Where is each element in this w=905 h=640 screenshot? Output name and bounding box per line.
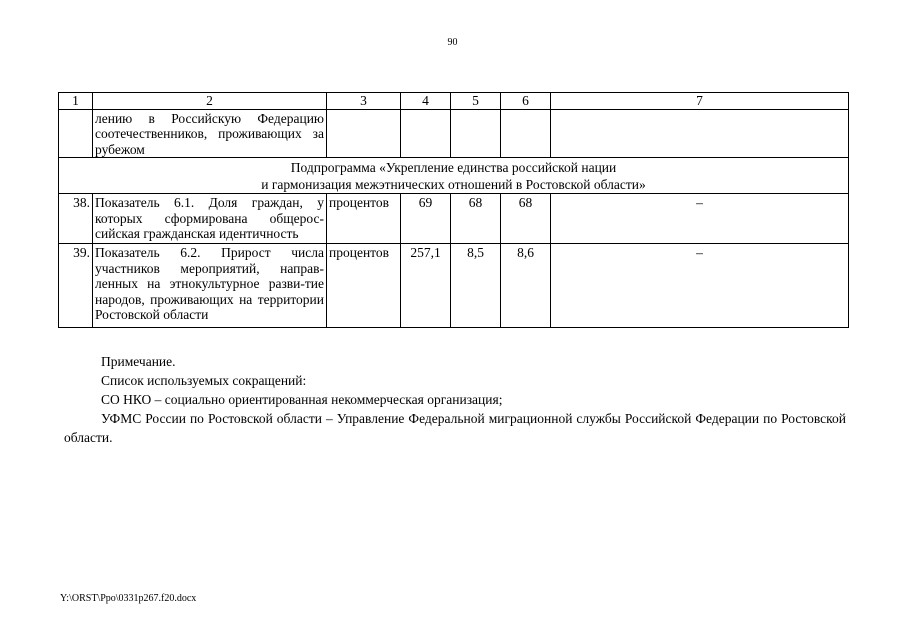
cell-value-4: 257,1 [401, 244, 451, 328]
cell-unit: процентов [327, 244, 401, 328]
page-number: 90 [447, 37, 458, 48]
header-cell-4: 4 [401, 93, 451, 110]
cell-num [59, 109, 93, 158]
cell-note [551, 109, 849, 158]
header-cell-1: 1 [59, 93, 93, 110]
table-header-row [59, 93, 849, 110]
header-cell-5: 5 [451, 93, 501, 110]
cell-indicator: Показатель 6.2. Прирост числа участников мероприятий, направ-ленных на этнокультурное разви-тие народов, проживающих на территории Ростовской области [93, 244, 327, 328]
cell-value-6: 8,6 [501, 244, 551, 328]
header-cell-3: 3 [327, 93, 401, 110]
cell-value-4: 69 [401, 194, 451, 244]
abbreviation-item: УФМС России по Ростовской области – Управление Федеральной миграционной службы Российской Федерации по Ростовской области. [64, 411, 846, 445]
cell-indicator: Показатель 6.1. Доля граждан, у которых сформирована общерос-сийская гражданская идентичность [93, 194, 327, 244]
indicators-table [58, 92, 849, 328]
cell-value-4 [401, 109, 451, 158]
footer-file-path: Y:\ORST\Ppo\0331p267.f20.docx [60, 593, 197, 604]
subprogram-line-2: и гармонизация межэтнических отношений в Ростовской области» [261, 177, 646, 192]
subprogram-line-1: Подпрограмма «Укрепление единства российской нации [290, 160, 617, 175]
table-row-continuation [59, 109, 849, 158]
cell-value-6: 68 [501, 194, 551, 244]
cell-unit [327, 109, 401, 158]
header-cell-7: 7 [551, 93, 849, 110]
cell-num: 39. [59, 244, 93, 328]
subprogram-heading [59, 158, 849, 194]
cell-indicator: лению в Российскую Федерацию соотечественников, проживающих за рубежом [93, 109, 327, 158]
cell-value-5: 8,5 [451, 244, 501, 328]
cell-value-5 [451, 109, 501, 158]
cell-note: – [551, 194, 849, 244]
header-cell-6: 6 [501, 93, 551, 110]
notes-section [64, 352, 846, 447]
header-cell-2: 2 [93, 93, 327, 110]
table-row [59, 244, 849, 328]
abbreviations-heading: Список используемых сокращений: [101, 373, 307, 388]
table-row [59, 194, 849, 244]
cell-num: 38. [59, 194, 93, 244]
cell-value-5: 68 [451, 194, 501, 244]
notes-title: Примечание. [101, 354, 176, 369]
abbreviation-item: СО НКО – социально ориентированная некоммерческая организация; [101, 392, 503, 407]
table-row-subprogram [59, 158, 849, 194]
cell-note: – [551, 244, 849, 328]
cell-unit: процентов [327, 194, 401, 244]
cell-value-6 [501, 109, 551, 158]
